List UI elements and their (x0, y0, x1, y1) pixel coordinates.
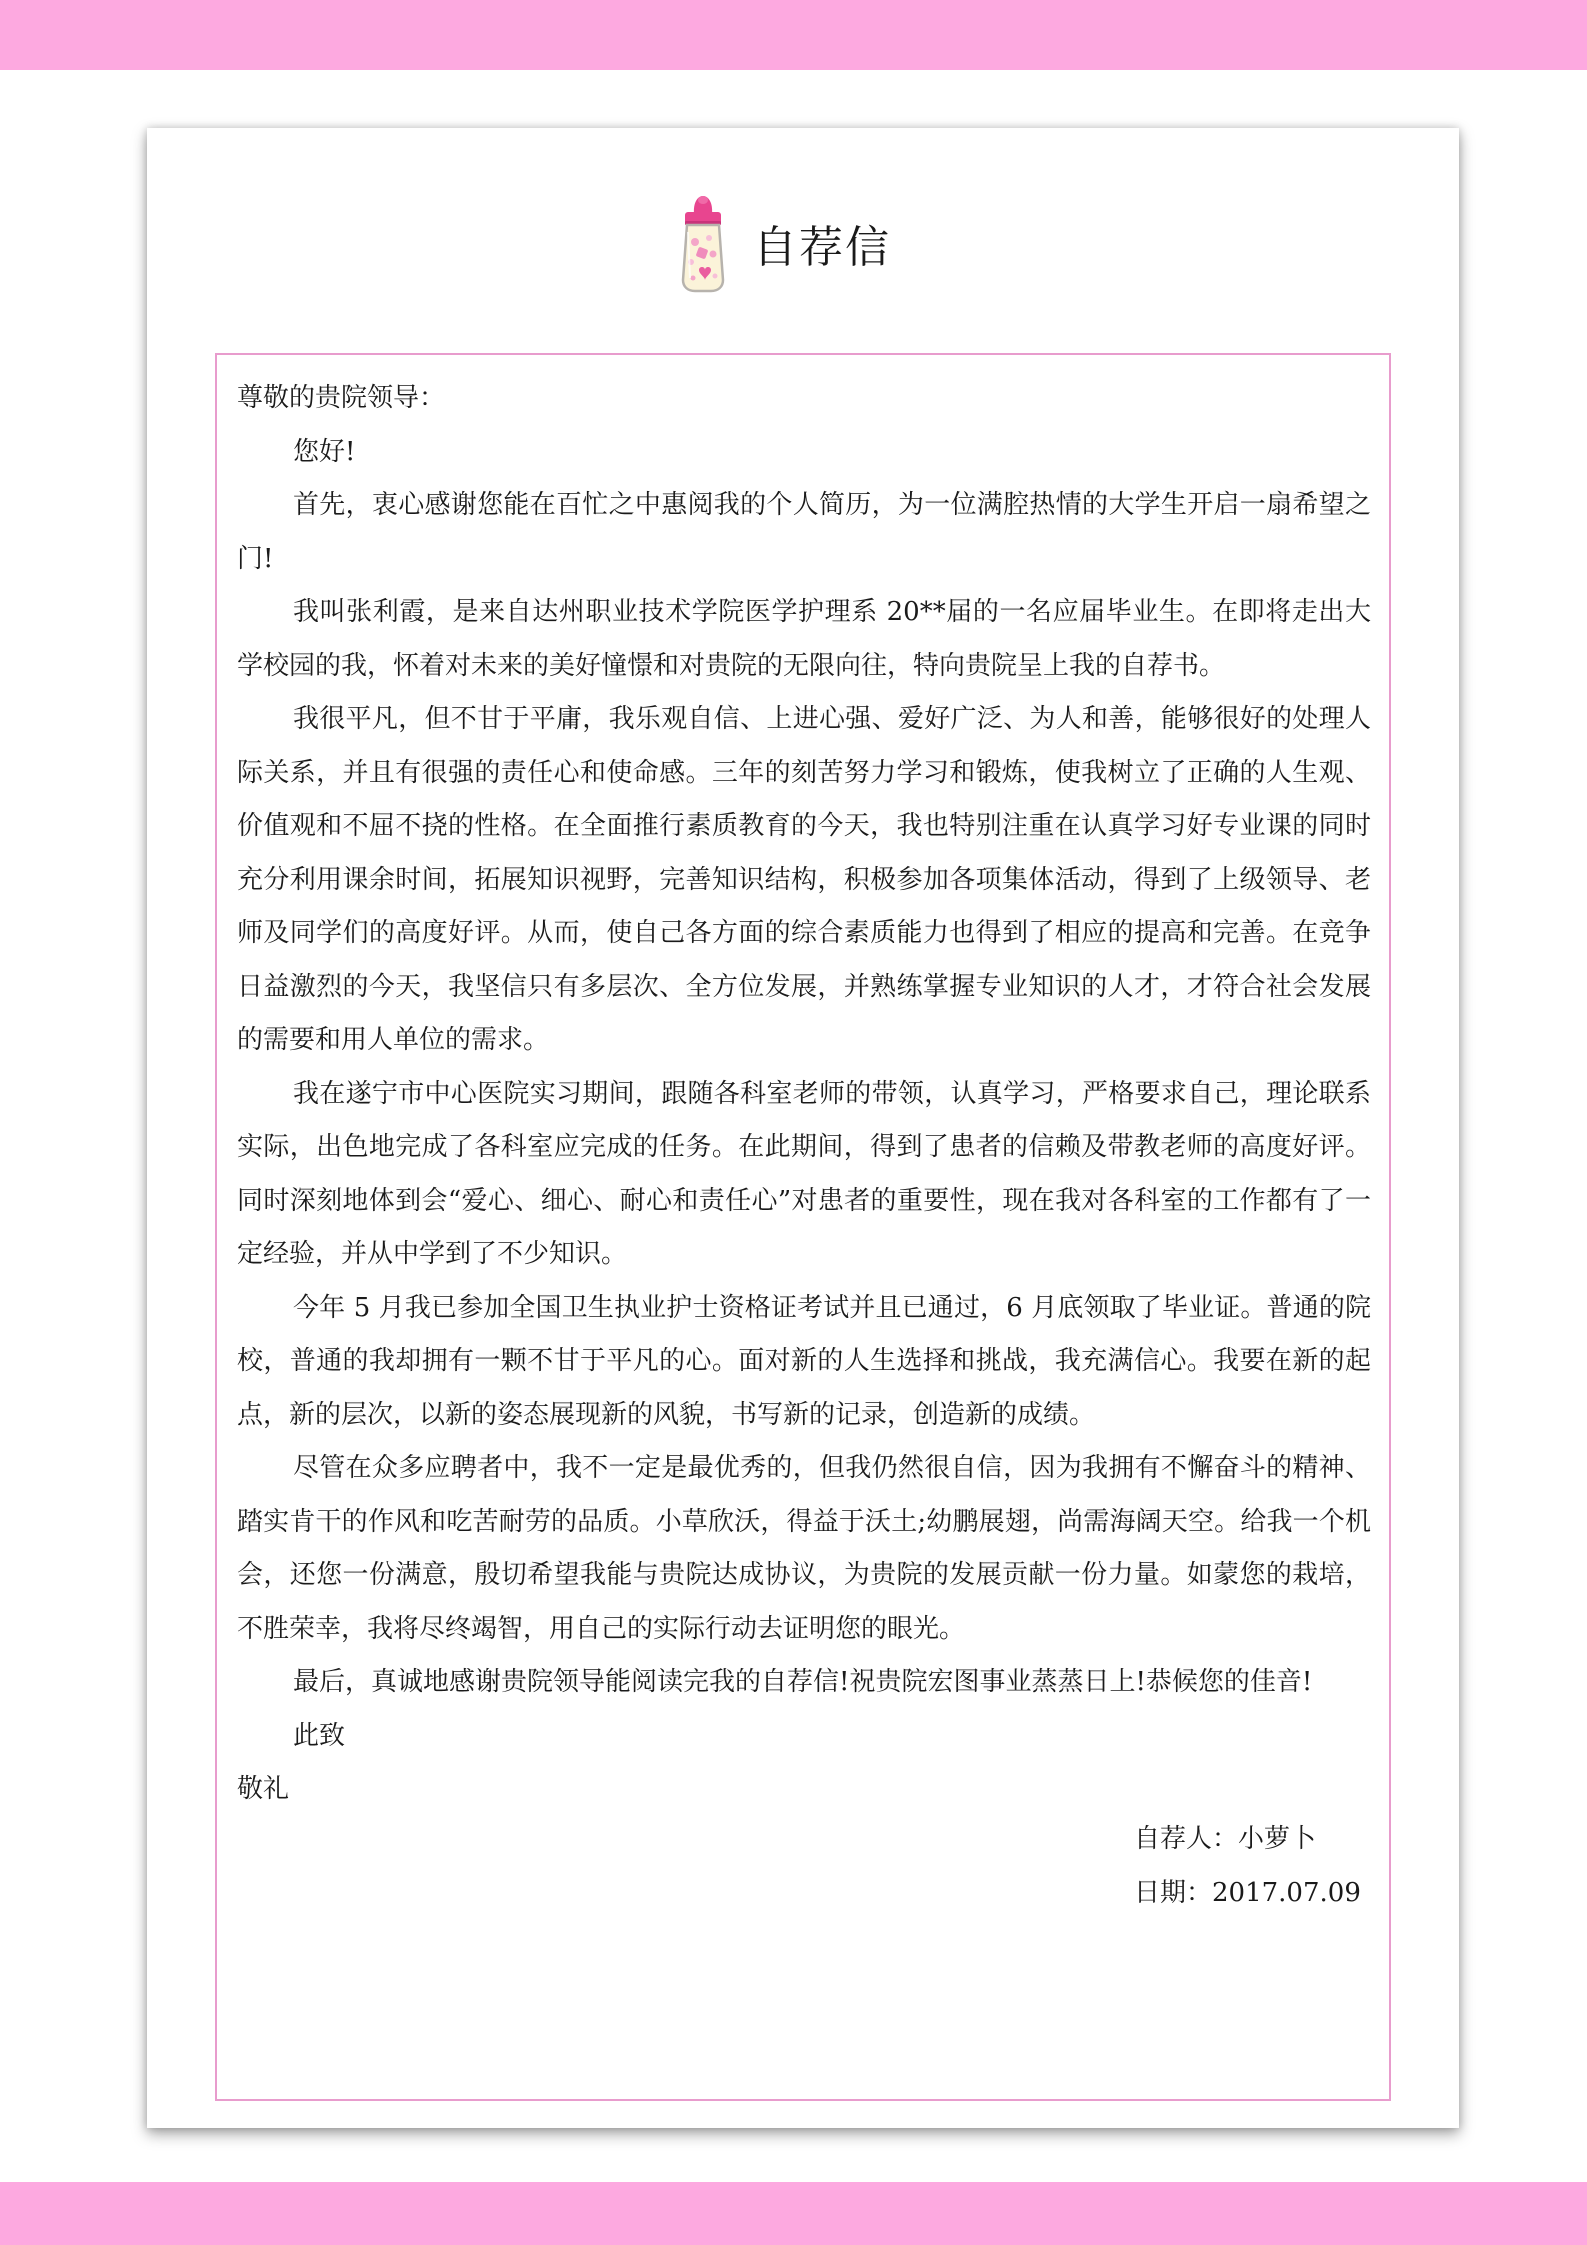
page-title: 自荐信 (753, 222, 891, 273)
letter-body (237, 372, 1371, 1817)
letter-page (147, 128, 1459, 2128)
closing-ci-zhi: 此致 (293, 1720, 346, 1751)
title-row (147, 188, 1459, 298)
paragraph-7: 最后，真诚地感谢贵院领导能阅读完我的自荐信!祝贵院宏图事业蒸蒸日上!恭候您的佳音! (293, 1667, 1313, 1697)
paragraph-5: 今年 5 月我已参加全国卫生执业护士资格证考试并且已通过，6 月底领取了毕业证。普通的院校，普通的我却拥有一颗不甘于平凡的心。面对新的人生选择和挑战，我充满信心。我要在新的起点，新的层次，以新的姿态展现新的风貌，书写新的记录，创造新的成绩。 (237, 1292, 1371, 1430)
signature: 自荐人：小萝卜 (1134, 1824, 1317, 1854)
baby-bottle-icon (671, 192, 735, 294)
greeting: 您好! (293, 436, 356, 467)
closing-jing-li: 敬礼 (237, 1774, 290, 1804)
bottom-pink-band (0, 2182, 1587, 2245)
paragraph-3: 我很平凡，但不甘于平庸，我乐观自信、上进心强、爱好广泛、为人和善，能够很好的处理人际关系，并且有很强的责任心和使命感。三年的刻苦努力学习和锻炼，使我树立了正确的人生观、价值观和不屈不挠的性格。在全面推行素质教育的今天，我也特别注重在认真学习好专业课的同时充分利用课余时间，拓展知识视野，完善知识结构，积极参加各项集体活动，得到了上级领导、老师及同学们的高度好评。从而，使自己各方面的综合素质能力也得到了相应的提高和完善。在竞争日益激烈的今天，我坚信只有多层次、全方位发展，并熟练掌握专业知识的人才，才符合社会发展的需要和用人单位的需求。 (237, 704, 1371, 1055)
top-pink-band (0, 0, 1587, 70)
paragraph-2: 我叫张利霞，是来自达州职业技术学院医学护理系 20**届的一名应届毕业生。在即将走出大学校园的我，怀着对未来的美好憧憬和对贵院的无限向往，特向贵院呈上我的自荐书。 (237, 597, 1371, 681)
paragraph-1: 首先，衷心感谢您能在百忙之中惠阅我的个人简历，为一位满腔热情的大学生开启一扇希望之门! (237, 490, 1371, 574)
paragraph-6: 尽管在众多应聘者中，我不一定是最优秀的，但我仍然很自信，因为我拥有不懈奋斗的精神、踏实肯干的作风和吃苦耐劳的品质。小草欣沃，得益于沃土;幼鹏展翅，尚需海阔天空。给我一个机会，还您一份满意，殷切希望我能与贵院达成协议，为贵院的发展贡献一份力量。如蒙您的栽培，不胜荣幸，我将尽终竭智，用自己的实际行动去证明您的眼光。 (237, 1453, 1371, 1644)
paragraph-4: 我在遂宁市中心医院实习期间，跟随各科室老师的带领，认真学习，严格要求自己，理论联系实际，出色地完成了各科室应完成的任务。在此期间，得到了患者的信赖及带教老师的高度好评。同时深刻地体到会“爱心、细心、耐心和责任心”对患者的重要性，现在我对各科室的工作都有了一定经验，并从中学到了不少知识。 (237, 1078, 1371, 1269)
salutation: 尊敬的贵院领导： (237, 383, 446, 413)
date: 日期：2017.07.09 (1134, 1878, 1361, 1908)
